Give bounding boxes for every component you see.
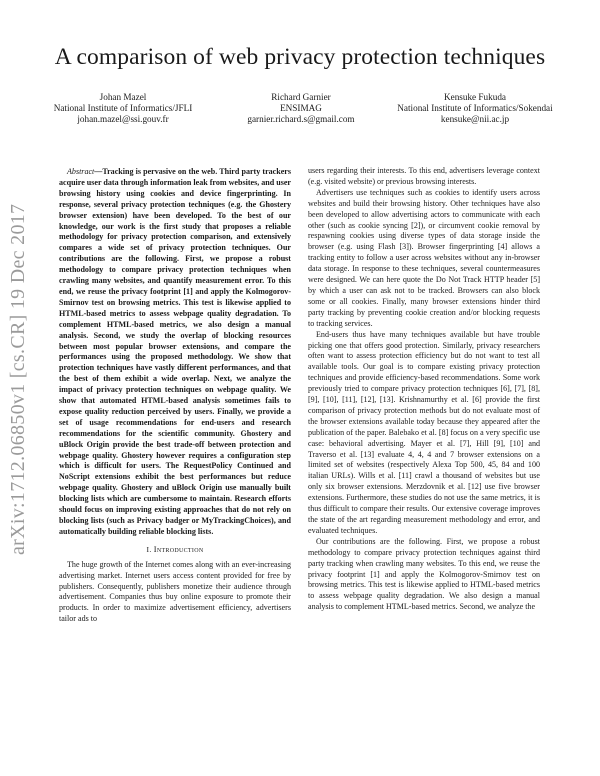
abstract-label: Abstract [67, 167, 95, 176]
author-affiliation: National Institute of Informatics/JFLI [53, 103, 193, 114]
body-paragraph: users regarding their interests. To this end, advertisers leverage context (e.g. visited website) or previous browsing interests. [308, 166, 540, 186]
author-block-1 [48, 92, 198, 126]
author-name: Johan Mazel [99, 92, 147, 102]
author-email: kensuke@nii.ac.jp [440, 114, 510, 125]
paper-title: A comparison of web privacy protection techniques [54, 44, 546, 70]
author-name: Kensuke Fukuda [443, 92, 506, 102]
body-paragraph: Our contributions are the following. First, we propose a robust methodology to compare privacy protection techniques against third party tracking when crawling many websites. To this end, we reuse the privacy footprint [1] and apply the Kolmogorov-Smirnov test on browsing metrics. This test is likewise applied to HTML-based metrics to assess webpage quality degradation. We also design a manual analysis to complement HTML-based metrics. Second, we analyze the [308, 536, 540, 612]
body-paragraph: Advertisers use techniques such as cookies to identify users across websites and build their browsing history. Other techniques have also been developed to allow advertising actors to communicate with each other (such as cookie syncing [2]), or circumvent cookie removal by respawning cookies using diverse types of data storage inside the browser (e.g. using Flash [3]). Browser fingerprinting [4] allows a tracking entity to follow a user across websites without any in-browser data storage. In response to these techniques, several countermeasures were designed. We can here quote the Do Not Track HTTP header [5] by which a user can ask not to be tracked. Browsers can also block some or all cookies. Finally, many browser extensions hinder third party tracking by preventing cookie creation and/or blocking requests to tracking services. [308, 187, 540, 328]
section-number: I. [146, 544, 152, 554]
abstract-text: —Tracking is pervasive on the web. Third party trackers acquire user data through information leak from websites, and user browsing history using cookies and device fingerprinting. In response, several privacy protection techniques (e.g. the Ghostery browser extension) have been developed. To the best of our knowledge, our work is the first study that proposes a reliable methodology for privacy protection comparison, and extensively compares a wide set of privacy protection techniques. Our contributions are the following. First, we propose a robust methodology to compare privacy protection techniques when crawling many websites, and quantify measurement error. To this end, we reuse the privacy footprint [1] and apply the Kolmogorov-Smirnov test on browsing metrics. This test is likewise applied to HTML-based metrics to assess webpage quality degradation. To complement HTML-based metrics, we also design a manual analysis. Second, we study the overlap of blocking resources between most popular browser extensions, and compare the performances using the proposed methodology. We show that protection techniques have vastly different performances, and that the best of them exhibit a wide overlap. Next, we analyze the impact of privacy protection techniques on webpage quality. We show that automated HTML-based analysis sometimes fails to expose quality reduction perceived by users. Finally, we provide a set of usage recommendations for end-users and research recommendations for the scientific community. Ghostery and uBlock Origin provide the best trade-off between protection and webpage quality. Ghostery however requires a configuration step which is difficult for users. The RequestPolicy Continued and NoScript extensions exhibit the best performances but reduce webpage quality. Ghostery and uBlock Origin use manually built blocking lists which are cumbersome to maintain. Research efforts should focus on improving existing approaches that do not rely on blocking lists (such as Privacy badger or MyTrackingChoices), and automatically building reliable blocking lists. [59, 167, 291, 536]
author-affiliation: National Institute of Informatics/Sokendai [397, 103, 553, 114]
intro-paragraph: The huge growth of the Internet comes along with an ever-increasing advertising market. Internet users access content provided for free by publishers. Consequently, publishers monetize their audience through advertisement. Companies thus buy online exposure to promote their products. In order to maximize advertisement efficiency, advertisers tailor ads to [59, 559, 291, 624]
abstract [59, 167, 291, 538]
author-affiliation: ENSIMAG [280, 103, 322, 114]
section-title: Introduction [153, 544, 204, 554]
body-paragraph: End-users thus have many techniques available but have trouble picking one that offers good protection. Similarly, privacy researchers often want to assess protection efficiency but do not want to test all available tools. Our goal is to compare existing privacy protection techniques and provide efficiency-based recommendations. Some work previously tried to compare privacy protection techniques [6], [7], [8], [9], [10], [11], [12], [13]. Krishnamurthy et al. [6] provide the first comparison of privacy protection methods but do not evaluate most of the browser extensions available today because they appeared after the publication of the paper. Balebako et al. [8] focus on a very specific use case: behavioral advertising. Mayer et al. [7], Hill [9], [10] and Traverso et al. [13] evaluate 4, 4, 4 and 7 browser extensions on a limited set of websites (respectively Alexa Top 500, 45, 84 and 100 italian URLs). Wills et al. [11] crawl a thousand of websites but use only six browser extensions. Merzdovnik et al. [12] use five browser extensions. Furthermore, these studies do not use the same metrics, it is thus difficult to compare their results. Our extensive coverage improves the state of the art regarding measurement methodology and error, and evaluated techniques. [308, 329, 540, 535]
arxiv-identifier: arXiv:1712.06850v1 [cs.CR] 19 Dec 2017 [7, 203, 29, 555]
author-name: Richard Garnier [271, 92, 331, 102]
left-column [59, 167, 291, 625]
author-email: johan.mazel@ssi.gouv.fr [77, 114, 169, 125]
author-block-3 [380, 92, 570, 126]
author-email: garnier.richard.s@gmail.com [247, 114, 355, 125]
author-block-2 [226, 92, 376, 126]
right-column [308, 166, 540, 613]
section-heading [59, 545, 291, 556]
